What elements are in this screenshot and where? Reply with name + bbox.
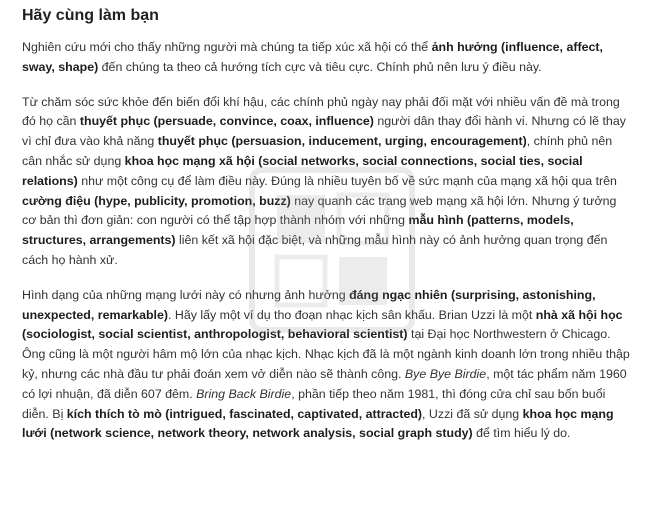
article [22,6,630,459]
text-run: tại Đại học Northwestern ở Chicago. Ông cũng là một người hâm mộ lớn của nhạc kịch. Nhạc kịch đã là một ngành kinh doanh lớn trong nhiều thập kỷ, nhưng các nhà đầu tư phải đoán xem vở diễn nào sẽ thành công. [22,327,630,381]
text-run: , Uzzi đã sử dụng [422,406,523,421]
italic-title: Bye Bye Birdie [404,366,487,381]
text-run: như một công cụ để làm điều này. Đúng là nhiều tuyên bố về sức mạnh của mạng xã hội qua trên [77,173,617,188]
text-run: , một tác phẩm năm 1960 có lợi nhuận, đã diễn 607 đêm. [22,366,627,401]
bold-term: đáng ngạc nhiên (surprising, astonishing, unexpected, remarkable) [22,287,596,322]
text-run: để tìm hiểu lý do. [472,426,571,441]
bold-term: ảnh hưởng (influence, affect, sway, shape) [22,40,603,74]
bold-term: mẫu hình (patterns, models, structures, arrangements) [22,213,574,248]
text-run: Từ chăm sóc sức khỏe đến biến đổi khí hậu, các chính phủ ngày nay phải đối mặt với nhiều vấn đề mà trong đó họ cần [22,94,620,129]
paragraph-3 [22,286,630,444]
text-run: , phần tiếp theo năm 1981, thì đóng cửa chỉ sau bốn buổi diễn. Bị [22,386,606,421]
bold-term: khoa học mạng lưới (network science, network theory, network analysis, social graph study) [22,406,614,441]
bold-term: khoa học mạng xã hội (social networks, social connections, social ties, social relations) [22,153,583,188]
paragraph-2 [22,93,630,271]
text-run: đến chúng ta theo cả hướng tích cực và tiêu cực. Chính phủ nên lưu ý điều này. [98,59,542,74]
bold-term: nhà xã hội học (sociologist, social scientist, anthropologist, behavioral scientist) [22,307,623,342]
text-run: Hình dạng của những mạng lưới này có nhưng ảnh hưởng [22,287,350,302]
bold-term: thuyết phục (persuade, convince, coax, influence) [79,114,374,129]
text-run: . Hãy lấy một ví dụ tho đoạn nhạc kịch sân khấu. Brian Uzzi là một [168,307,536,322]
text-run: nay quanh các trang web mạng xã hội lớn. Nhưng ý tưởng cơ bản thì đơn giản: con người có thể tập hợp thành nhóm với những [22,193,617,228]
text-run: Nghiên cứu mới cho thấy những người mà chúng ta tiếp xúc xã hội có thể [22,40,432,54]
text-run: liên kết xã hội đặc biệt, và những mẫu hình này có ảnh hưởng quan trọng đến cách họ hành xử. [22,233,608,267]
article-title: Hãy cùng làm bạn [22,7,159,24]
bold-term: cường điệu (hype, publicity, promotion, buzz) [22,193,291,208]
paragraph-1 [22,38,630,78]
bold-term: kích thích tò mò (intrigued, fascinated, captivated, attracted) [66,406,423,421]
bold-term: thuyết phục (persuasion, inducement, urging, encouragement) [157,134,527,149]
text-run: người dân thay đổi hành vi. Nhưng có lẽ thay vì chỉ đưa vào khả năng [22,114,626,149]
text-run: , chính phủ nên cân nhắc sử dụng [22,134,613,168]
italic-title: Bring Back Birdie [196,386,292,401]
